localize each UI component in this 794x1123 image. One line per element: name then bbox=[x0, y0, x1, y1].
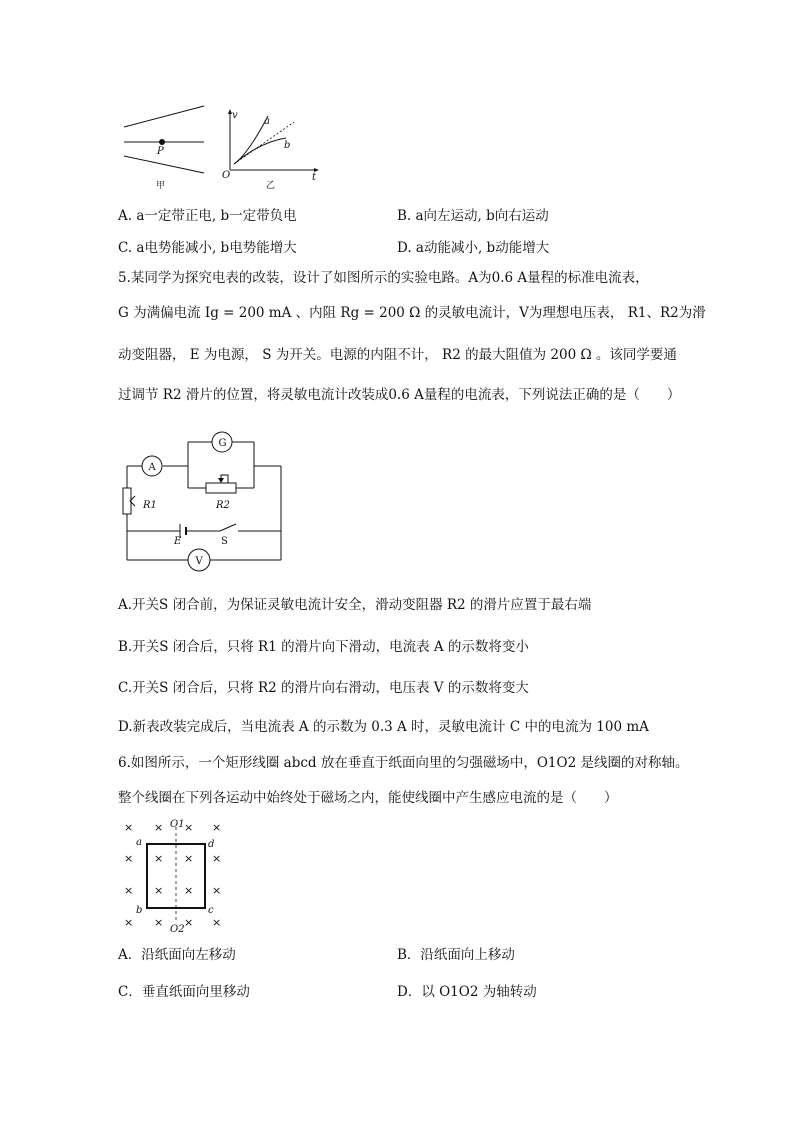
curve-a bbox=[234, 116, 268, 164]
o2-label: O2 bbox=[170, 924, 185, 935]
corner-a-label: a bbox=[136, 837, 142, 848]
axis-v-label: v bbox=[232, 110, 238, 121]
q5-circuit-diagram bbox=[118, 428, 293, 578]
caption-yi: 乙 bbox=[266, 181, 276, 191]
axis-t-label: t bbox=[312, 172, 317, 183]
curve-a-label: a bbox=[264, 116, 270, 127]
figure-yi-vt-graph bbox=[220, 108, 330, 192]
point-p bbox=[159, 139, 165, 145]
caption-jia: 甲 bbox=[156, 181, 166, 191]
q4-option-c: C. a电势能减小, b电势能增大 bbox=[118, 240, 297, 256]
q5-option-c: C.开关S 闭合后，只将 R2 的滑片向右滑动，电压表 V 的示数将变大 bbox=[118, 680, 529, 696]
q6-option-a: A．沿纸面向左移动 bbox=[118, 947, 236, 963]
svg-text:×: × bbox=[124, 821, 134, 834]
origin-label: O bbox=[222, 170, 231, 181]
resistor-r2 bbox=[206, 483, 236, 493]
svg-text:×: × bbox=[184, 821, 194, 834]
switch-label: S bbox=[221, 536, 228, 547]
svg-text:×: × bbox=[154, 821, 164, 834]
q5-stem-line-4: 过调节 R2 滑片的位置，将灵敏电流计改装成0.6 A量程的电流表，下列说法正确的是（ ） bbox=[118, 387, 681, 403]
svg-text:×: × bbox=[154, 884, 164, 897]
q5-option-d: D.新表改装完成后，当电流表 A 的示数为 0.3 A 时，灵敏电流计 C 中的电流为 100 mA bbox=[118, 719, 649, 735]
svg-text:×: × bbox=[212, 916, 222, 929]
o1-label: O1 bbox=[170, 819, 185, 830]
battery-label: E bbox=[174, 536, 182, 547]
r2-label: R2 bbox=[216, 500, 230, 511]
corner-d-label: d bbox=[208, 839, 215, 850]
svg-text:×: × bbox=[154, 852, 164, 865]
curve-b bbox=[234, 138, 286, 164]
figure-jia bbox=[118, 100, 218, 192]
ammeter-label: A bbox=[148, 462, 156, 473]
q6-stem-line-1: 6.如图所示，一个矩形线圈 abcd 放在垂直于纸面向里的匀强磁场中，O1O2 是线圈的对称轴。 bbox=[118, 755, 689, 771]
voltmeter-label: V bbox=[195, 556, 203, 567]
q4-option-d: D. a动能减小, b动能增大 bbox=[397, 240, 550, 256]
svg-text:×: × bbox=[212, 884, 222, 897]
q5-stem-line-3: 动变阻器， E 为电源， S 为开关。电源的内阻不计， R2 的最大阻值为 200 Ω 。该同学要通 bbox=[118, 347, 677, 363]
q5-stem-line-2: G 为满偏电流 Ig = 200 mA 、内阻 Rg = 200 Ω 的灵敏电流计，V为理想电压表， R1、R2为滑 bbox=[118, 305, 706, 321]
svg-text:×: × bbox=[124, 884, 134, 897]
point-p-label: P bbox=[157, 146, 164, 157]
corner-b-label: b bbox=[136, 905, 143, 916]
q4-option-b: B. a向左运动, b向右运动 bbox=[397, 208, 549, 224]
svg-text:×: × bbox=[184, 884, 194, 897]
svg-text:×: × bbox=[184, 852, 194, 865]
q4-option-a: A. a一定带正电, b一定带负电 bbox=[118, 208, 297, 224]
corner-c-label: c bbox=[208, 905, 214, 916]
q5-option-b: B.开关S 闭合后，只将 R1 的滑片向下滑动，电流表 A 的示数将变小 bbox=[118, 639, 529, 655]
q6-option-b: B．沿纸面向上移动 bbox=[397, 947, 515, 963]
q5-option-a: A.开关S 闭合前，为保证灵敏电流计安全，滑动变阻器 R2 的滑片应置于最右端 bbox=[118, 597, 592, 613]
galvanometer-label: G bbox=[218, 438, 227, 449]
q5-stem-line-1: 5.某同学为探究电表的改装，设计了如图所示的实验电路。A为0.6 A量程的标准电流表， bbox=[118, 270, 649, 286]
q6-stem-line-2: 整个线圈在下列各运动中始终处于磁场之内，能使线圈中产生感应电流的是（ ） bbox=[118, 790, 618, 806]
svg-text:×: × bbox=[212, 821, 222, 834]
svg-text:×: × bbox=[184, 916, 194, 929]
svg-text:×: × bbox=[154, 916, 164, 929]
r1-label: R1 bbox=[143, 500, 157, 511]
svg-text:×: × bbox=[124, 916, 134, 929]
q6-option-d: D．以 O1O2 为轴转动 bbox=[397, 984, 537, 1000]
q6-coil-figure bbox=[118, 815, 233, 937]
curve-b-label: b bbox=[284, 140, 291, 151]
q6-option-c: C．垂直纸面向里移动 bbox=[118, 984, 250, 1000]
svg-text:×: × bbox=[212, 852, 222, 865]
svg-text:×: × bbox=[124, 852, 134, 865]
